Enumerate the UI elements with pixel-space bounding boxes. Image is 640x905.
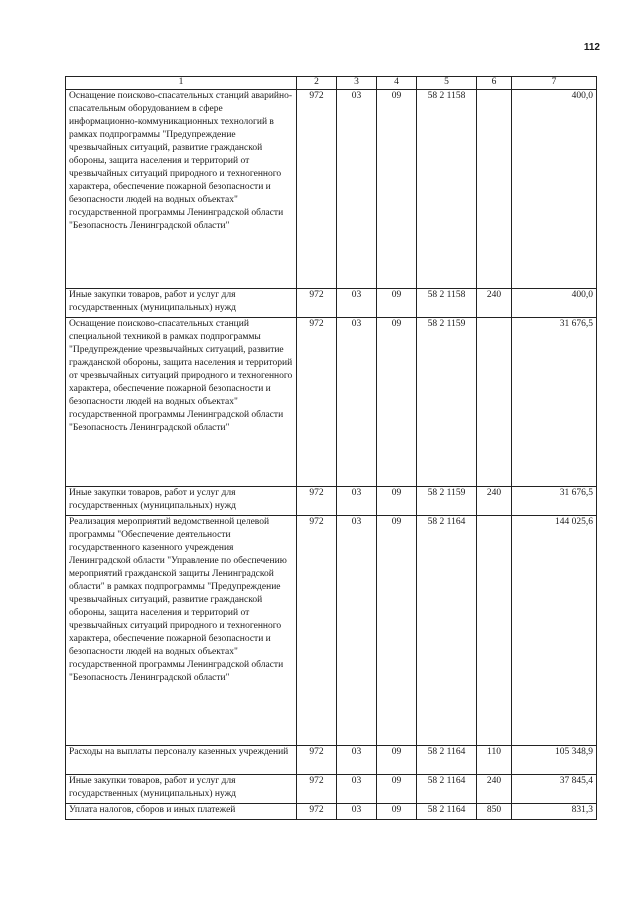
column-header: 1 (66, 77, 297, 90)
cell-target-article: 58 2 1159 (417, 487, 477, 516)
column-header: 7 (512, 77, 597, 90)
row-description: Реализация мероприятий ведомственной целевой программы "Обеспечение деятельности государственного казенного учреждения Ленинградской области "Управление по обеспечению мероприятий гражданской защиты Ленинградской области" в рамках подпрограммы "Предупреждение чрезвычайных ситуаций, развитие гражданской обороны, защита населения и территорий от чрезвычайных ситуаций природного и техногенного характера, обеспечение пожарной безопасности и безопасности людей на водных объектах" государственной программы Ленинградской области "Безопасность Ленинградской области" (66, 516, 297, 746)
cell-expense-type: 850 (477, 804, 512, 820)
row-description: Иные закупки товаров, работ и услуг для государственных (муниципальных) нужд (66, 289, 297, 318)
cell-ministry-code: 972 (297, 775, 337, 804)
cell-target-article: 58 2 1158 (417, 289, 477, 318)
cell-subsection: 09 (377, 775, 417, 804)
cell-amount: 31 676,5 (512, 487, 597, 516)
column-header: 3 (337, 77, 377, 90)
column-header: 5 (417, 77, 477, 90)
cell-target-article: 58 2 1164 (417, 516, 477, 746)
table-row (66, 289, 597, 318)
cell-target-article: 58 2 1164 (417, 775, 477, 804)
cell-subsection: 09 (377, 804, 417, 820)
cell-target-article: 58 2 1159 (417, 318, 477, 487)
cell-target-article: 58 2 1164 (417, 804, 477, 820)
table-row (66, 775, 597, 804)
cell-expense-type: 240 (477, 487, 512, 516)
cell-expense-type (477, 318, 512, 487)
row-description: Иные закупки товаров, работ и услуг для государственных (муниципальных) нужд (66, 775, 297, 804)
row-description: Уплата налогов, сборов и иных платежей (66, 804, 297, 820)
cell-section: 03 (337, 90, 377, 289)
row-description: Оснащение поисково-спасательных станций специальной техникой в рамках подпрограммы "Предупреждение чрезвычайных ситуаций, развитие гражданской обороны, защита населения и территорий от чрезвычайных ситуаций природного и техногенного характера, обеспечение пожарной безопасности и безопасности людей на водных объектах" государственной программы Ленинградской области "Безопасность Ленинградской области" (66, 318, 297, 487)
cell-expense-type (477, 516, 512, 746)
cell-ministry-code: 972 (297, 516, 337, 746)
budget-table (65, 76, 597, 820)
cell-amount: 400,0 (512, 90, 597, 289)
column-header: 6 (477, 77, 512, 90)
cell-expense-type: 240 (477, 289, 512, 318)
cell-section: 03 (337, 318, 377, 487)
row-description: Оснащение поисково-спасательных станций аварийно-спасательным оборудованием в сфере информационно-коммуникационных технологий в рамках подпрограммы "Предупреждение чрезвычайных ситуаций, развитие гражданской обороны, защита населения и территорий от чрезвычайных ситуаций природного и техногенного характера, обеспечение пожарной безопасности и безопасности людей на водных объектах" государственной программы Ленинградской области "Безопасность Ленинградской области" (66, 90, 297, 289)
cell-amount: 831,3 (512, 804, 597, 820)
cell-amount: 37 845,4 (512, 775, 597, 804)
cell-amount: 105 348,9 (512, 746, 597, 775)
table-row (66, 746, 597, 775)
cell-subsection: 09 (377, 90, 417, 289)
cell-section: 03 (337, 516, 377, 746)
table-row (66, 90, 597, 289)
cell-ministry-code: 972 (297, 804, 337, 820)
cell-ministry-code: 972 (297, 90, 337, 289)
cell-subsection: 09 (377, 746, 417, 775)
cell-ministry-code: 972 (297, 487, 337, 516)
cell-ministry-code: 972 (297, 318, 337, 487)
cell-section: 03 (337, 746, 377, 775)
cell-ministry-code: 972 (297, 746, 337, 775)
cell-target-article: 58 2 1158 (417, 90, 477, 289)
cell-subsection: 09 (377, 487, 417, 516)
cell-subsection: 09 (377, 516, 417, 746)
cell-expense-type (477, 90, 512, 289)
cell-ministry-code: 972 (297, 289, 337, 318)
cell-amount: 31 676,5 (512, 318, 597, 487)
table-row (66, 318, 597, 487)
row-description: Иные закупки товаров, работ и услуг для государственных (муниципальных) нужд (66, 487, 297, 516)
cell-subsection: 09 (377, 318, 417, 487)
cell-expense-type: 110 (477, 746, 512, 775)
cell-expense-type: 240 (477, 775, 512, 804)
cell-section: 03 (337, 775, 377, 804)
column-header: 2 (297, 77, 337, 90)
table-row (66, 516, 597, 746)
cell-amount: 144 025,6 (512, 516, 597, 746)
cell-section: 03 (337, 487, 377, 516)
column-header: 4 (377, 77, 417, 90)
cell-subsection: 09 (377, 289, 417, 318)
page-number: 112 (583, 42, 600, 53)
table-row (66, 804, 597, 820)
row-description: Расходы на выплаты персоналу казенных учреждений (66, 746, 297, 775)
cell-amount: 400,0 (512, 289, 597, 318)
cell-section: 03 (337, 804, 377, 820)
table-row (66, 487, 597, 516)
table-header-row (66, 77, 597, 90)
cell-section: 03 (337, 289, 377, 318)
cell-target-article: 58 2 1164 (417, 746, 477, 775)
